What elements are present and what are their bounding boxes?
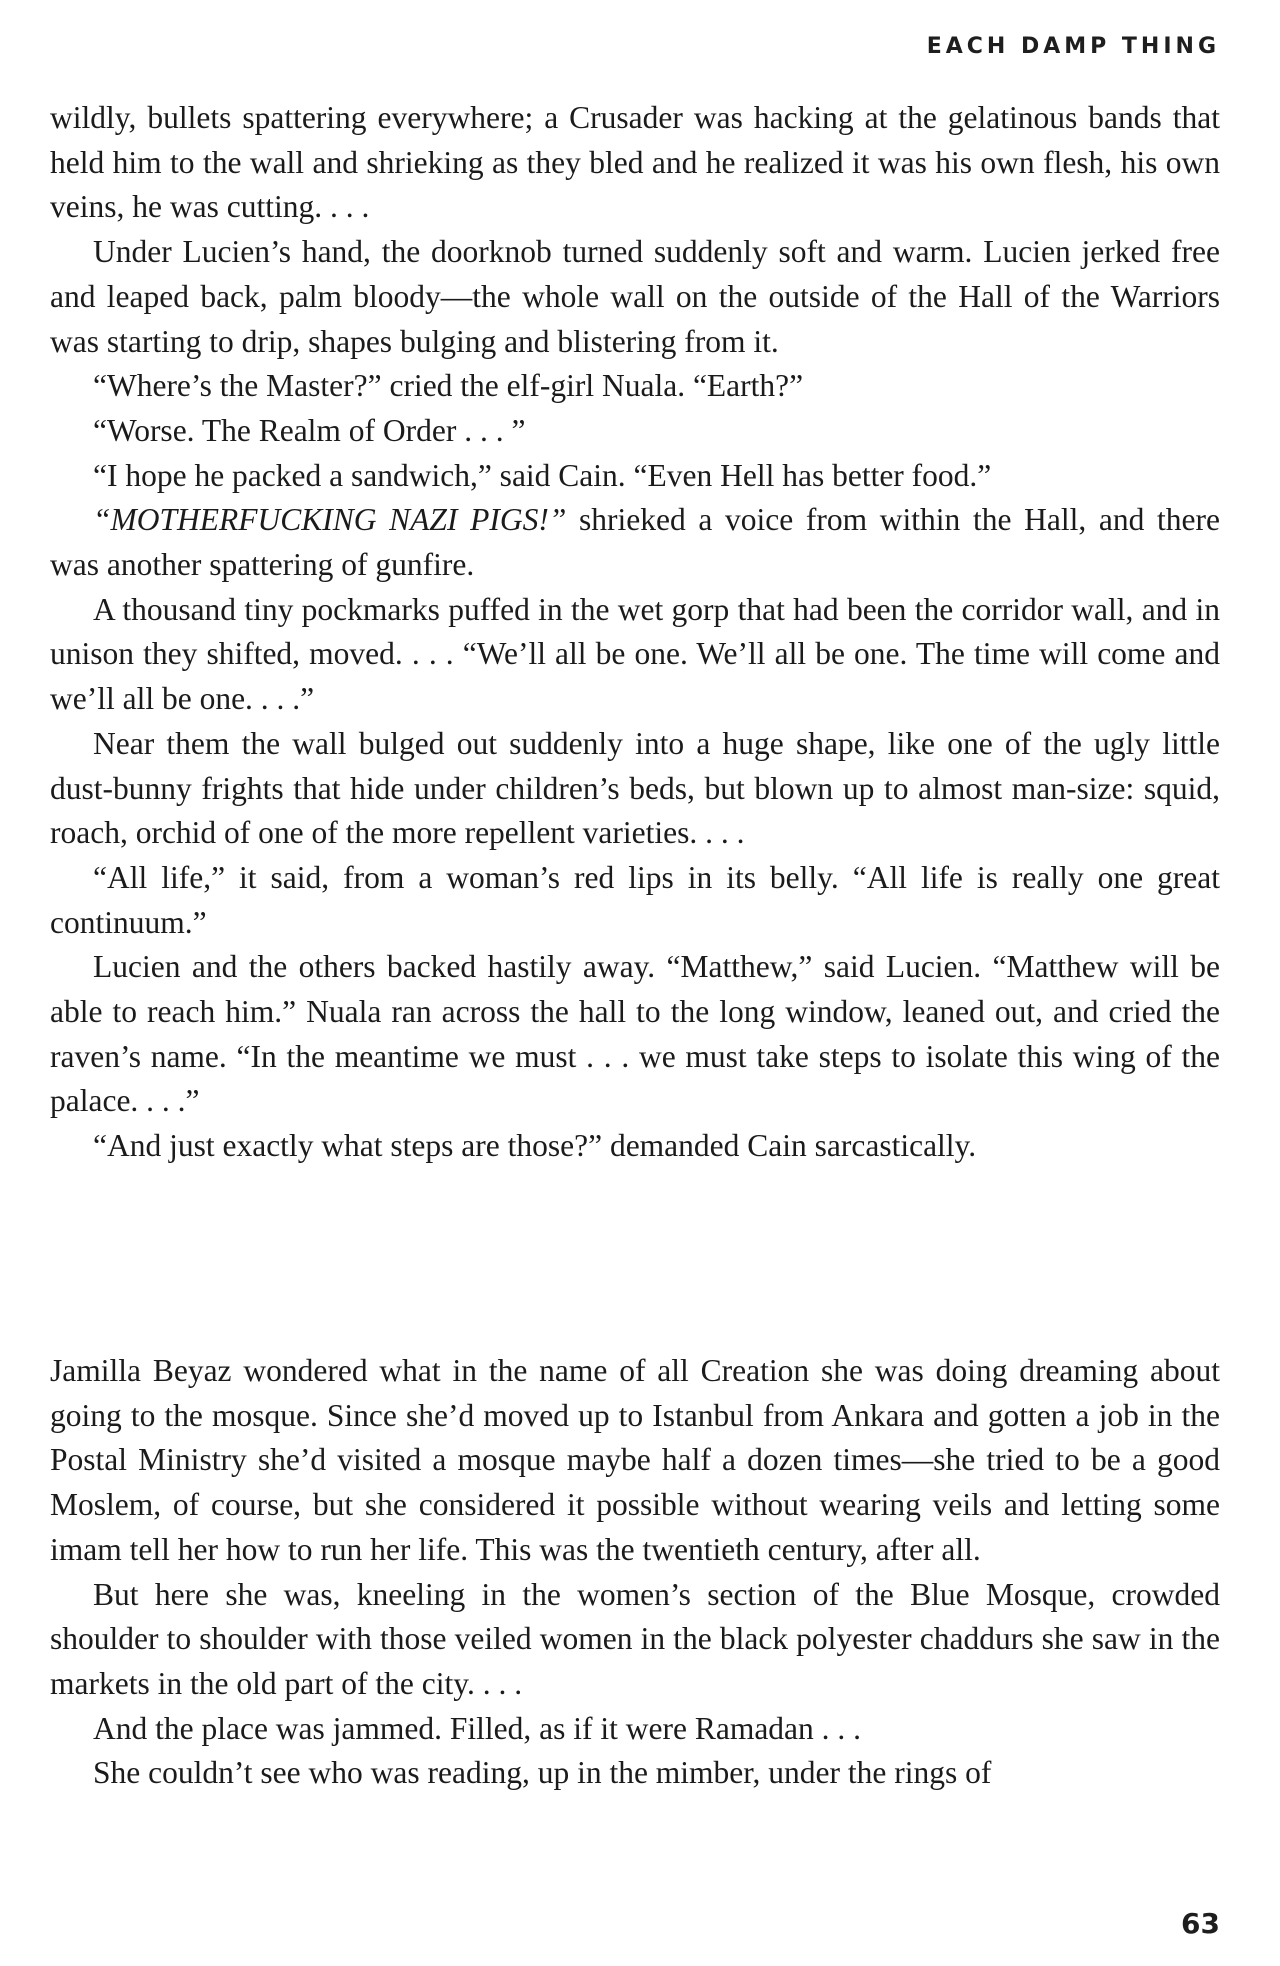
italic-shout: “MOTHERFUCKING NAZI PIGS!” bbox=[93, 502, 567, 538]
paragraph: “And just exactly what steps are those?” demanded Cain sarcastically. bbox=[93, 1128, 977, 1164]
paragraph: But here she was, kneeling in the women’s section of the Blue Mosque, crowded shoulder to shoulder with those veiled women in the black polyester chaddurs she saw in the markets in the old part of the city. . . . bbox=[50, 1576, 1220, 1701]
paragraph: “All life,” it said, from a woman’s red lips in its belly. “All life is really one great continuum.” bbox=[50, 859, 1220, 940]
paragraph: wildly, bullets spattering everywhere; a Crusader was hacking at the gelatinous bands that held him to the wall and shrieking as they bled and he realized it was his own flesh, his own veins, he was cutting. . . . bbox=[50, 100, 1220, 225]
paragraph: “Where’s the Master?” cried the elf-girl Nuala. “Earth?” bbox=[93, 368, 804, 404]
page-number: 63 bbox=[1181, 1907, 1220, 1940]
paragraph: “Worse. The Realm of Order . . . ” bbox=[93, 412, 526, 448]
paragraph-continuation: shrieked a voice from within the Hall, and there was another spattering of gunfire. bbox=[50, 502, 1220, 583]
paragraph: And the place was jammed. Filled, as if it were Ramadan . . . bbox=[93, 1710, 862, 1746]
paragraph: A thousand tiny pockmarks puffed in the wet gorp that had been the corridor wall, and in unison they shifted, moved. . . . “We’ll all be one. We’ll all be one. The time will come and we’ll all be one. . . .” bbox=[50, 591, 1220, 717]
text-section-2 bbox=[50, 1349, 1220, 1796]
paragraph bbox=[50, 498, 1220, 587]
paragraph: Jamilla Beyaz wondered what in the name of all Creation she was doing dreaming about going to the mosque. Since she’d moved up to Istanbul from Ankara and gotten a job in the Postal Ministry she’d visited a mosque maybe half a dozen times—she tried to be a good Moslem, of course, but she considered it possible without wearing veils and letting some imam tell her how to run her life. This was the twentieth century, after all. bbox=[50, 1353, 1220, 1567]
paragraph: Near them the wall bulged out suddenly into a huge shape, like one of the ugly little dust-bunny frights that hide under children’s beds, but blown up to almost man-size: squid, roach, orchid of one of the more repellent varieties. . . . bbox=[50, 725, 1220, 851]
text-section-1 bbox=[50, 96, 1220, 1169]
paragraph: Under Lucien’s hand, the doorknob turned suddenly soft and warm. Lucien jerked free and leaped back, palm bloody—the whole wall on the outside of the Hall of the Warriors was starting to drip, shapes bulging and blistering from it. bbox=[50, 234, 1220, 359]
paragraph: “I hope he packed a sandwich,” said Cain. “Even Hell has better food.” bbox=[93, 457, 992, 493]
paragraph: She couldn’t see who was reading, up in the mimber, under the rings of bbox=[93, 1755, 992, 1791]
paragraph: Lucien and the others backed hastily away. “Matthew,” said Lucien. “Matthew will be able to reach him.” Nuala ran across the hall to the long window, leaned out, and cried the raven’s name. “In the meantime we must . . . we must take steps to isolate this wing of the palace. . . .” bbox=[50, 949, 1220, 1119]
running-head-title: EACH DAMP THING bbox=[926, 34, 1220, 59]
